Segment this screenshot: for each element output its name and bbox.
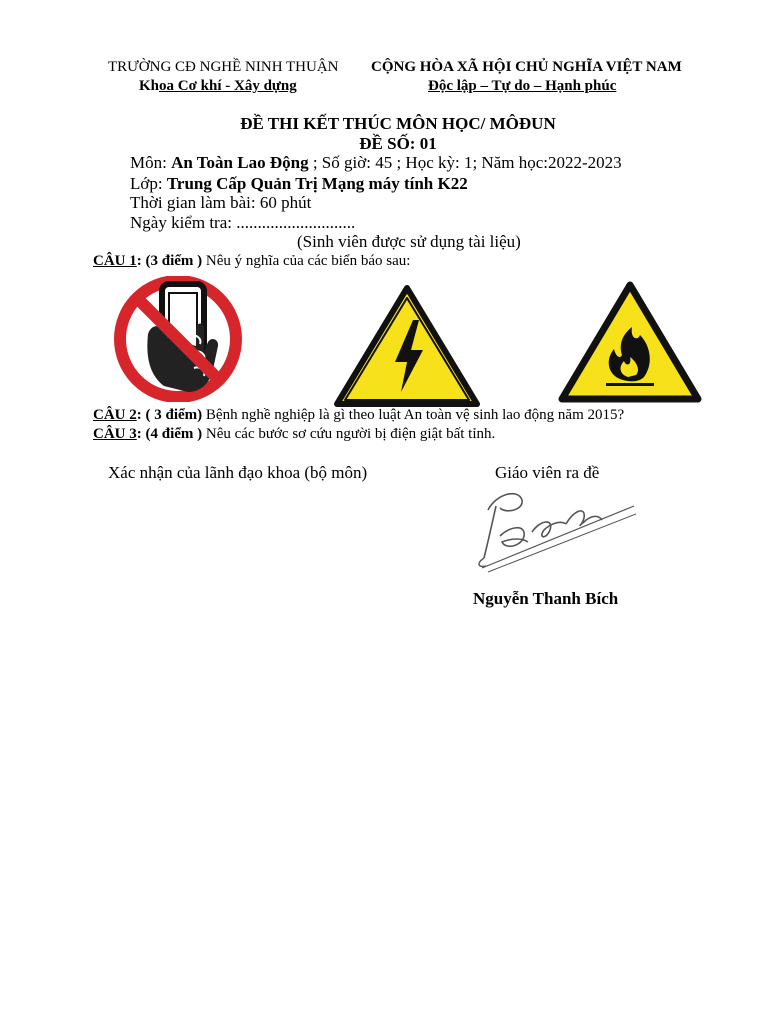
department-prefix: Kh — [139, 78, 160, 94]
question-2-points: : ( 3 điểm) — [136, 407, 203, 423]
department-name — [139, 78, 297, 95]
question-2-label: CÂU 2 — [93, 407, 137, 423]
subject-label: Môn: — [130, 153, 172, 172]
flammable-hazard-sign-icon — [558, 281, 702, 405]
materials-note: (Sinh viên được sử dụng tài liệu) — [297, 232, 521, 251]
question-2-text: Bệnh nghề nghiệp là gì theo luật An toàn vệ sinh lao động năm 2015? — [202, 407, 625, 423]
question-3-points: : (4 điểm ) — [136, 426, 203, 442]
duration-line: Thời gian làm bài: 60 phút — [130, 193, 312, 212]
question-1 — [93, 253, 410, 270]
question-3-text: Nêu các bước sơ cứu người bị điện giật bất tỉnh. — [202, 426, 496, 442]
teacher-name: Nguyễn Thanh Bích — [473, 589, 619, 608]
question-1-text: Nêu ý nghĩa của các biển báo sau: — [202, 253, 411, 269]
country-motto-title: CỘNG HÒA XÃ HỘI CHỦ NGHĨA VIỆT NAM — [371, 59, 682, 75]
country-motto: Độc lập – Tự do – Hạnh phúc — [428, 78, 617, 94]
question-2 — [93, 407, 624, 424]
subject-line — [130, 153, 622, 173]
subject-details: ; Số giờ: 45 ; Học kỳ: 1; Năm học:2022-2023 — [308, 153, 622, 172]
no-phone-sign-icon — [108, 276, 248, 402]
question-1-label: CÂU 1 — [93, 253, 137, 269]
exam-title: ĐỀ THI KẾT THÚC MÔN HỌC/ MÔĐUN — [240, 114, 556, 133]
department-underlined: oa Cơ khí - Xây dựng — [159, 78, 297, 94]
exam-number: ĐỀ SỐ: 01 — [359, 134, 437, 153]
class-line — [130, 174, 468, 194]
question-3-label: CÂU 3 — [93, 426, 137, 442]
question-3 — [93, 426, 495, 443]
school-name: TRƯỜNG CĐ NGHỀ NINH THUẬN — [108, 59, 339, 75]
subject-name: An Toàn Lao Động — [171, 153, 309, 172]
teacher-label: Giáo viên ra đề — [495, 463, 600, 482]
exam-date-line: Ngày kiểm tra: ............................ — [130, 213, 356, 232]
teacher-signature — [466, 480, 638, 574]
electric-hazard-sign-icon — [333, 284, 481, 408]
class-name: Trung Cấp Quản Trị Mạng máy tính K22 — [166, 174, 468, 193]
class-label: Lớp: — [130, 174, 167, 193]
question-1-points: : (3 điểm ) — [136, 253, 203, 269]
head-confirmation-label: Xác nhận của lãnh đạo khoa (bộ môn) — [108, 463, 368, 482]
